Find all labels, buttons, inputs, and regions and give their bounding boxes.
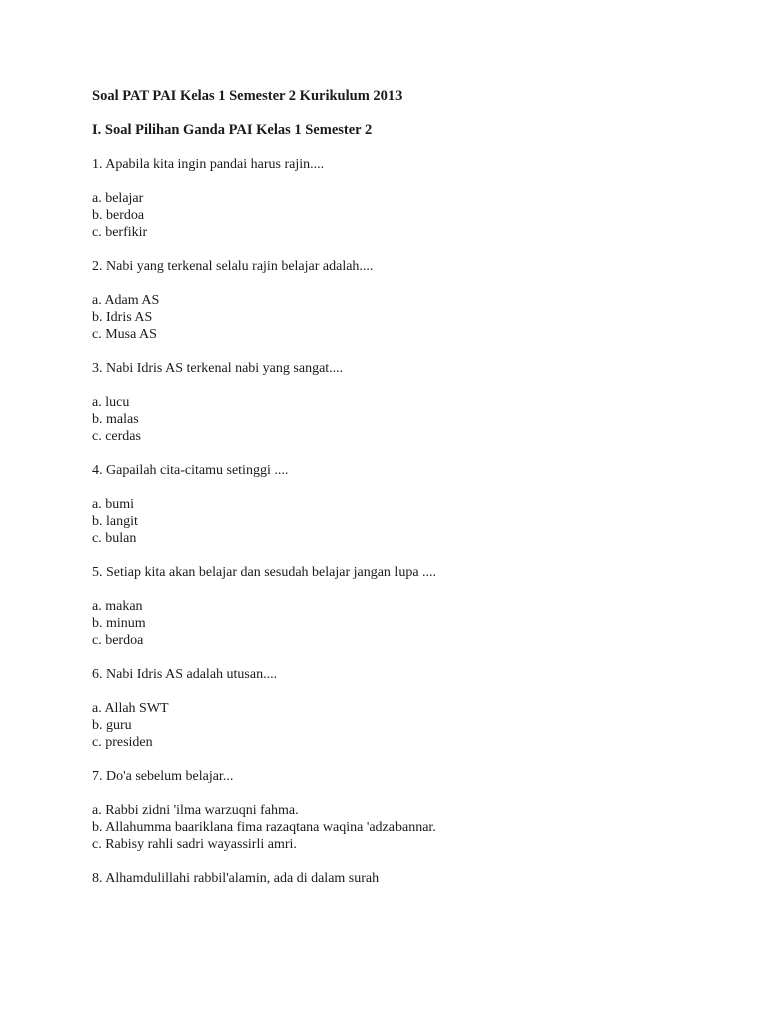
question-4 [92,462,732,547]
option-a: a. lucu [92,395,130,410]
answer-options [92,496,732,547]
option-b: b. berdoa [92,208,145,223]
option-c: c. Rabisy rahli sadri wayassirli amri. [92,837,297,852]
option-a: a. Adam AS [92,293,160,308]
question-text: 6. Nabi Idris AS adalah utusan.... [92,667,278,682]
option-a: a. makan [92,599,143,614]
question-text: 1. Apabila kita ingin pandai harus rajin.... [92,157,325,172]
answer-options [92,394,732,445]
answer-options [92,292,732,343]
option-b: b. guru [92,718,132,733]
option-a: a. Rabbi zidni 'ilma warzuqni fahma. [92,803,299,818]
question-text: 7. Do'a sebelum belajar... [92,769,234,784]
document-title: Soal PAT PAI Kelas 1 Semester 2 Kurikulum 2013 [92,88,403,104]
question-5 [92,564,732,649]
option-b: b. Idris AS [92,310,153,325]
option-a: a. bumi [92,497,134,512]
document-page [92,88,732,887]
option-c: c. cerdas [92,429,141,444]
question-3 [92,360,732,445]
question-text: 3. Nabi Idris AS terkenal nabi yang sangat.... [92,361,344,376]
question-8 [92,870,732,887]
question-2 [92,258,732,343]
option-b: b. malas [92,412,139,427]
option-a: a. Allah SWT [92,701,169,716]
answer-options [92,802,732,853]
question-text: 4. Gapailah cita-citamu setinggi .... [92,463,289,478]
answer-options [92,598,732,649]
option-a: a. belajar [92,191,144,206]
option-c: c. berdoa [92,633,144,648]
option-b: b. Allahumma baariklana fima razaqtana waqina 'adzabannar. [92,820,436,835]
answer-options [92,190,732,241]
question-text: 2. Nabi yang terkenal selalu rajin belajar adalah.... [92,259,374,274]
option-c: c. Musa AS [92,327,157,342]
option-b: b. minum [92,616,146,631]
question-text: 8. Alhamdulillahi rabbil'alamin, ada di dalam surah [92,871,380,886]
question-1 [92,156,732,241]
option-c: c. bulan [92,531,137,546]
question-6 [92,666,732,751]
option-c: c. berfikir [92,225,148,240]
option-b: b. langit [92,514,138,529]
option-c: c. presiden [92,735,153,750]
answer-options [92,700,732,751]
section-title: I. Soal Pilihan Ganda PAI Kelas 1 Semester 2 [92,122,373,138]
question-text: 5. Setiap kita akan belajar dan sesudah belajar jangan lupa .... [92,565,437,580]
question-7 [92,768,732,853]
